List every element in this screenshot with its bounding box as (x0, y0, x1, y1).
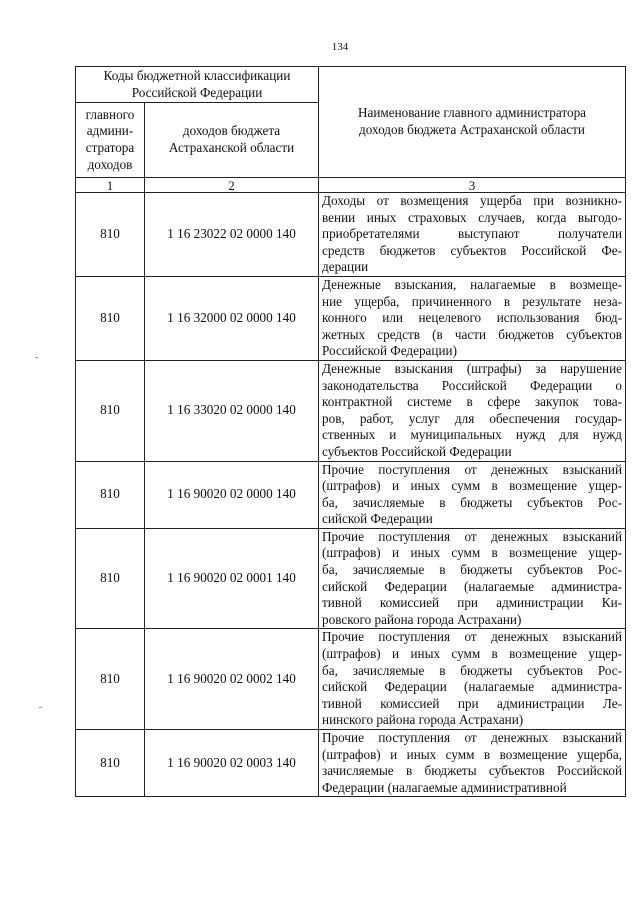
admin-column-header-line-3: стратора (85, 140, 135, 155)
name-text-line: зачисляемые в бюджеты субъектов Российской (322, 763, 623, 779)
name-text-line: дерации (322, 259, 369, 275)
name-text-line: приобретателями выступают получатели (322, 226, 623, 242)
name-text-line: Денежные взыскания, налагаемые в возмеще- (322, 276, 623, 292)
income-code-cell: 1 16 90020 02 0000 140 (145, 461, 319, 528)
admin-column-header-line-1: главного (85, 106, 135, 122)
name-text-line: вении иных страховых случаев, когда выгодо- (322, 209, 623, 225)
header-row-group (76, 67, 626, 103)
table-row (76, 629, 626, 730)
administrator-name-cell (319, 193, 626, 277)
name-text-line: (штрафов) и иных сумм в возмещение ущер- (322, 478, 623, 494)
name-text-line: Федерации (налагаемые административной (322, 779, 567, 795)
margin-mark (39, 707, 42, 708)
administrator-name-cell (319, 461, 626, 528)
admin-column-header-line-4: доходов (87, 156, 133, 172)
admin-column-header-line-2: админи- (86, 123, 134, 139)
admin-code-cell: 810 (76, 276, 145, 360)
income-code-cell: 1 16 90020 02 0002 140 (145, 629, 319, 730)
admin-code-cell: 810 (76, 461, 145, 528)
admin-code-cell: 810 (76, 360, 145, 461)
column-number-3: 3 (319, 178, 626, 193)
income-code-cell: 1 16 32000 02 0000 140 (145, 276, 319, 360)
table-row (76, 360, 626, 461)
admin-code-cell: 810 (76, 193, 145, 277)
name-text-line: контрактной системе в сфере закупок това- (322, 394, 623, 410)
name-text-line: (штрафов) и иных сумм в возмещение ущер- (322, 545, 623, 561)
codes-group-header (76, 67, 319, 103)
column-number-1: 1 (76, 178, 145, 193)
name-text-line: ние ущерба, причиненного в результате неза- (322, 293, 623, 309)
name-text-line: сийской Федерации (налагаемые администра- (322, 578, 623, 594)
name-text-line: Денежные взыскания (штрафы) за нарушение (322, 360, 623, 376)
name-text-line: ба, зачисляемые в бюджеты субъектов Рос- (322, 662, 623, 678)
name-text-line: ба, зачисляемые в бюджеты субъектов Рос- (322, 562, 623, 578)
income-column-header (145, 103, 319, 178)
name-text-line: сийской Федерации (322, 511, 433, 527)
table-row (76, 528, 626, 629)
name-text-line: сийской Федерации (налагаемые администра- (322, 679, 623, 695)
administrator-name-cell (319, 629, 626, 730)
income-code-cell: 1 16 33020 02 0000 140 (145, 360, 319, 461)
administrator-name-cell (319, 730, 626, 797)
codes-group-header-line-1: Коды бюджетной классификации (103, 67, 291, 83)
margin-mark (35, 357, 38, 358)
admin-code-cell: 810 (76, 629, 145, 730)
name-text-line: Прочие поступления от денежных взысканий (322, 528, 623, 544)
name-text-line: Российской Федерации) (322, 343, 457, 359)
income-column-header-line-1: доходов бюджета (182, 123, 281, 139)
name-text-line: (штрафов) и иных сумм в возмещение ущерба, (322, 746, 623, 762)
name-text-line: ров, работ, услуг для обеспечения государ- (322, 410, 623, 426)
name-text-line: Прочие поступления от денежных взысканий (322, 461, 623, 477)
budget-classification-table (75, 66, 626, 797)
table-row (76, 276, 626, 360)
income-code-cell: 1 16 90020 02 0001 140 (145, 528, 319, 629)
codes-group-header-line-2: Российской Федерации (131, 84, 263, 100)
name-text-line: Прочие поступления от денежных взысканий (322, 730, 623, 745)
name-text-line: Прочие поступления от денежных взысканий (322, 629, 623, 645)
name-text-line: тивной комиссией при администрации Ки- (322, 595, 623, 611)
name-text-line: конного или нецелевого использования бюд- (322, 310, 623, 326)
name-text-line: Доходы от возмещения ущерба при возникно- (322, 193, 623, 208)
administrator-name-cell (319, 360, 626, 461)
column-number-row (76, 178, 626, 193)
name-text-line: субъектов Российской Федерации (322, 443, 512, 459)
page-number: 134 (331, 41, 349, 53)
income-column-header-line-2: Астраханской области (168, 140, 295, 155)
income-code-cell: 1 16 90020 02 0003 140 (145, 730, 319, 797)
name-text-line: нинского района города Астрахани) (322, 712, 524, 728)
table-row (76, 193, 626, 277)
admin-code-cell: 810 (76, 528, 145, 629)
name-text-line: средств бюджетов субъектов Российской Фе- (322, 242, 623, 258)
name-text-line: законодательства Российской Федерации о (322, 377, 623, 393)
admin-code-cell: 810 (76, 730, 145, 797)
name-text-line: жетных средств (в части бюджетов субъектов (322, 326, 623, 342)
table-row (76, 730, 626, 797)
name-text-line: ственных и муниципальных нужд для нужд (322, 427, 623, 443)
administrator-name-cell (319, 528, 626, 629)
administrator-name-cell (319, 276, 626, 360)
income-code-cell: 1 16 23022 02 0000 140 (145, 193, 319, 277)
name-text-line: (штрафов) и иных сумм в возмещение ущер- (322, 646, 623, 662)
table-row (76, 461, 626, 528)
name-column-header-line-1: Наименование главного администратора (357, 105, 587, 121)
name-column-header-line-2: доходов бюджета Астраханской области (359, 122, 585, 137)
name-text-line: ба, зачисляемые в бюджеты субъектов Рос- (322, 494, 623, 510)
name-text-line: ровского района города Астрахани) (322, 611, 522, 627)
column-number-2: 2 (145, 178, 319, 193)
name-text-line: тивной комиссией при администрации Ле- (322, 695, 623, 711)
name-column-header (319, 67, 626, 178)
admin-column-header (76, 103, 145, 178)
